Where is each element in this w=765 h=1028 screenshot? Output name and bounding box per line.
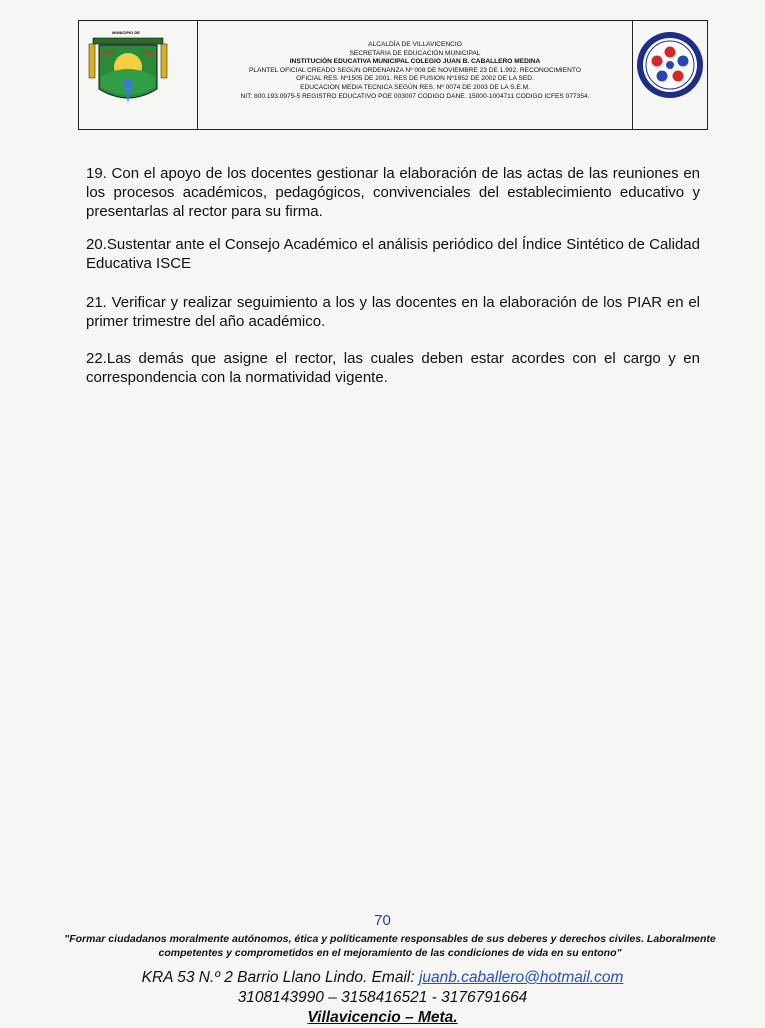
letterhead xyxy=(78,20,708,130)
item-text: 22.Las demás que asigne el rector, las cuales deben estar acordes con el cargo y en correspondencia con la normatividad vigente. xyxy=(86,350,700,386)
header-line: EDUCACION MEDIA TECNICA SEGÚN RES. Nº 0074 DE 2003 DE LA S.E.M. xyxy=(300,83,530,91)
header-line: PLANTEL OFICIAL CREADO SEGÚN ORDENANZA Nº 008 DE NOVIEMBRE 23 DE 1.992. RECONOCIMIENTO xyxy=(249,66,581,74)
city-line: Villavicencio – Meta. xyxy=(307,1009,458,1026)
item-text: 20.Sustentar ante el Consejo Académico el análisis periódico del Índice Sintético de Calidad Educativa ISCE xyxy=(86,236,700,272)
crest-cell xyxy=(79,21,198,129)
header-line: SECRETARIA DE EDUCACIÓN MUNICIPAL xyxy=(349,49,481,57)
address-line xyxy=(0,968,765,988)
email-link[interactable]: juanb.caballero@hotmail.com xyxy=(418,969,624,986)
header-line: INSTITUCIÓN EDUCATIVA MUNICIPAL COLEGIO JUAN B. CABALLERO MEDINA xyxy=(289,58,541,66)
motto-line: competentes y comprometidos en el mejoramiento de las condiciones de vida en su entono" xyxy=(158,947,622,959)
institution-info xyxy=(198,21,633,129)
item-text: 21. Verificar y realizar seguimiento a los y las docentes en la elaboración de los PIAR en el primer trimestre del año académico. xyxy=(86,294,700,330)
seal-cell xyxy=(633,21,707,129)
list-item xyxy=(86,164,700,221)
item-text: 19. Con el apoyo de los docentes gestionar la elaboración de las actas de las reuniones en los procesos académicos, pedagógicos, convivenciales del establecimiento educativo y presentarlas al rector para su firma. xyxy=(86,165,700,220)
phone-numbers: 3108143990 – 3158416521 - 3176791664 xyxy=(237,989,528,1006)
address-text: KRA 53 N.º 2 Barrio Llano Lindo. Email: xyxy=(141,969,419,986)
institution-motto xyxy=(30,932,750,960)
header-line: NIT: 800.193.0975-5 REGISTRO EDUCATIVO POE 003007 CODIGO DANE. 15000-1004711 CODIGO ICFES 077354. xyxy=(240,92,590,100)
school-seal-icon xyxy=(633,21,707,128)
motto-line: "Formar ciudadanos moralmente autónomos, ética y políticamente responsables de sus deberes y derechos civiles. Laboralmente xyxy=(64,933,716,945)
page-number: 70 xyxy=(374,912,391,929)
contact-info xyxy=(0,968,765,1028)
list-item xyxy=(86,293,700,331)
header-line: ALCALDÍA DE VILLAVICENCIO xyxy=(368,41,462,48)
crest-caption: MUNICIPIO DE xyxy=(112,30,140,35)
list-item xyxy=(86,349,700,387)
municipal-crest-icon xyxy=(79,21,197,128)
header-line: OFICIAL RES. Nº1505 DE 2001. RES DE FUSION Nº1952 DE 2002 DE LA SED. xyxy=(296,75,534,83)
list-item xyxy=(86,235,700,273)
